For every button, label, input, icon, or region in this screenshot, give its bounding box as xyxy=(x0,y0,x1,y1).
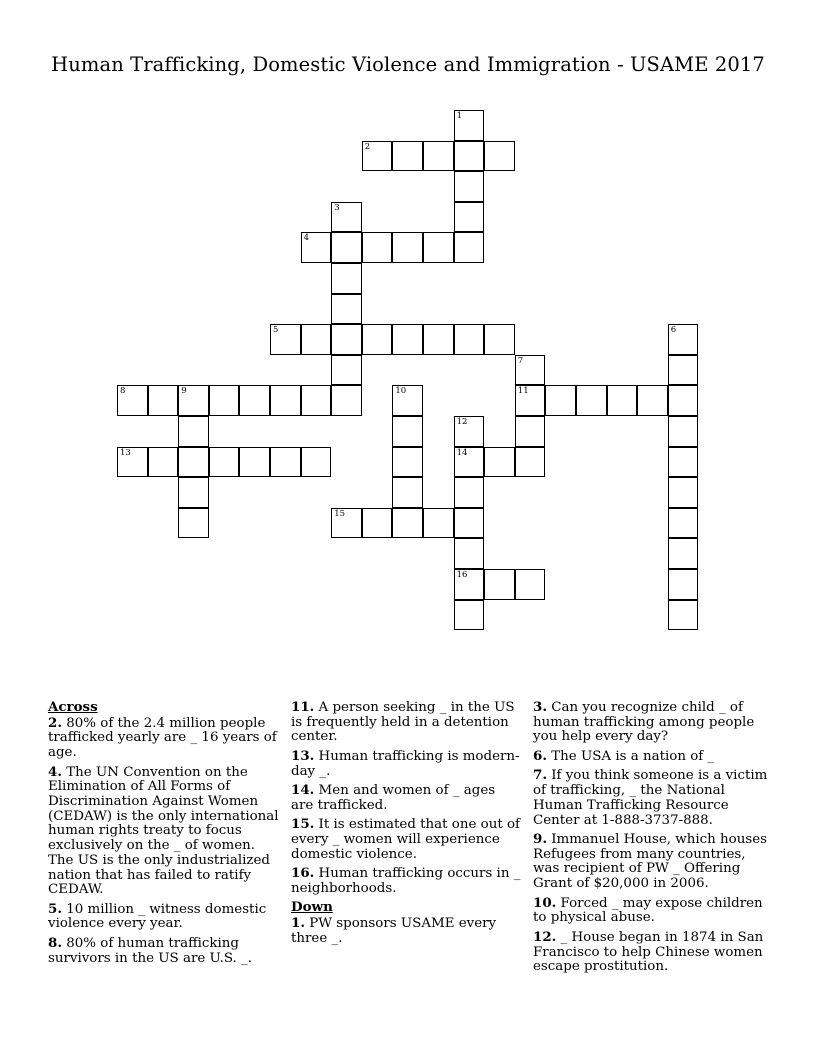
crossword-cell[interactable] xyxy=(454,110,485,141)
crossword-cell[interactable] xyxy=(484,141,515,172)
crossword-cell[interactable] xyxy=(454,569,485,600)
clue-across-16: 16. Human trafficking occurs in _ neighborhoods. xyxy=(291,865,521,896)
clue-across-13: 13. Human trafficking is modern-day _. xyxy=(291,747,520,779)
crossword-cell[interactable] xyxy=(331,355,362,386)
page-title: Human Trafficking, Domestic Violence and Immigration - USAME 2017 xyxy=(51,53,765,76)
crossword-cell[interactable] xyxy=(515,569,546,600)
crossword-cell[interactable] xyxy=(668,477,699,508)
crossword-cell[interactable] xyxy=(515,355,546,386)
crossword-cell[interactable] xyxy=(178,477,209,508)
crossword-cell[interactable] xyxy=(209,385,240,416)
cell-number: 14 xyxy=(456,447,468,458)
cell-number: 6 xyxy=(670,325,677,336)
crossword-cell[interactable] xyxy=(515,416,546,447)
crossword-cell[interactable] xyxy=(178,508,209,539)
clues-column-3 xyxy=(533,700,769,979)
clue-down-7: 7. If you think someone is a victim of trafficking, _ the National Human Trafficking Resource Center at 1-888-3737-888. xyxy=(533,767,768,828)
clue-down-12: 12. _ House began in 1874 in San Francisco to help Chinese women escape prostitution. xyxy=(533,928,764,975)
crossword-cell[interactable] xyxy=(454,171,485,202)
clue-across-2: 2. 80% of the 2.4 million people trafficked yearly are _ 16 years of age. xyxy=(48,714,277,761)
crossword-cell[interactable] xyxy=(454,477,485,508)
crossword-cell[interactable] xyxy=(362,141,393,172)
crossword-cell[interactable] xyxy=(331,263,362,294)
crossword-cell[interactable] xyxy=(515,447,546,478)
crossword-cell[interactable] xyxy=(331,508,362,539)
crossword-cell[interactable] xyxy=(454,600,485,631)
crossword-cell[interactable] xyxy=(545,385,576,416)
crossword-cell[interactable] xyxy=(454,232,485,263)
crossword-cell[interactable] xyxy=(178,385,209,416)
cell-number: 9 xyxy=(181,386,187,397)
crossword-cell[interactable] xyxy=(484,569,515,600)
crossword-cell[interactable] xyxy=(239,385,270,416)
cell-number: 5 xyxy=(273,325,279,336)
across-heading: Across xyxy=(48,699,98,715)
crossword-cell[interactable] xyxy=(392,447,423,478)
crossword-cell[interactable] xyxy=(668,447,699,478)
crossword-cell[interactable] xyxy=(331,385,362,416)
crossword-cell[interactable] xyxy=(454,447,485,478)
crossword-cell[interactable] xyxy=(117,385,148,416)
clue-down-1: 1. PW sponsors USAME every three _. xyxy=(291,915,497,946)
crossword-cell[interactable] xyxy=(331,202,362,233)
clue-down-6: 6. The USA is a nation of _ xyxy=(533,747,715,764)
crossword-cell[interactable] xyxy=(392,477,423,508)
cell-number: 4 xyxy=(303,233,310,244)
cell-number: 11 xyxy=(517,386,529,397)
clues-column-1 xyxy=(48,700,280,970)
cell-number: 13 xyxy=(120,447,131,458)
crossword-cell[interactable] xyxy=(392,141,423,172)
crossword-cell[interactable] xyxy=(301,232,332,263)
crossword-cell[interactable] xyxy=(331,324,362,355)
crossword-cell[interactable] xyxy=(484,324,515,355)
crossword-cell[interactable] xyxy=(301,447,332,478)
clue-down-9: 9. Immanuel House, which houses Refugees from many countries, was recipient of PW _ Offering Grant of $20,000 in 2006. xyxy=(533,831,768,892)
crossword-cell[interactable] xyxy=(423,141,454,172)
cell-number: 3 xyxy=(334,202,340,213)
crossword-cell[interactable] xyxy=(178,416,209,447)
clue-across-14: 14. Men and women of _ ages are trafficked. xyxy=(291,782,496,813)
crossword-cell[interactable] xyxy=(668,355,699,386)
clue-down-10: 10. Forced _ may expose children to physical abuse. xyxy=(533,894,763,926)
crossword-cell[interactable] xyxy=(637,385,668,416)
crossword-cell[interactable] xyxy=(362,324,393,355)
crossword-cell[interactable] xyxy=(668,416,699,447)
crossword-cell[interactable] xyxy=(392,324,423,355)
crossword-cell[interactable] xyxy=(270,385,301,416)
crossword-cell[interactable] xyxy=(607,385,638,416)
crossword-cell[interactable] xyxy=(301,385,332,416)
crossword-cell[interactable] xyxy=(454,508,485,539)
crossword-cell[interactable] xyxy=(392,416,423,447)
clue-across-11: 11. A person seeking _ in the US is frequently held in a detention center. xyxy=(291,699,515,745)
clue-across-4: 4. The UN Convention on the Elimination of All Forms of Discrimination Against Women (CEDAW) is the only international human rights treaty to focus exclusively on the _ of women. The US is the only industrialized nation that has failed to ratify CEDAW. xyxy=(48,763,279,898)
cell-number: 15 xyxy=(334,508,346,519)
cell-number: 7 xyxy=(517,355,524,366)
crossword-cell[interactable] xyxy=(454,141,485,172)
crossword-cell[interactable] xyxy=(454,202,485,233)
cell-number: 1 xyxy=(456,111,463,121)
crossword-cell[interactable] xyxy=(270,324,301,355)
crossword-cell[interactable] xyxy=(148,385,179,416)
cell-number: 2 xyxy=(364,141,371,152)
down-heading: Down xyxy=(291,899,333,916)
crossword-cell[interactable] xyxy=(331,294,362,325)
clue-down-3: 3. Can you recognize child _ of human trafficking among people you help every day? xyxy=(533,699,755,745)
crossword-cell[interactable] xyxy=(423,324,454,355)
crossword-cell[interactable] xyxy=(576,385,607,416)
crossword-cell[interactable] xyxy=(148,447,179,478)
clues-column-2 xyxy=(291,700,521,950)
crossword-cell[interactable] xyxy=(668,324,699,355)
crossword-cell[interactable] xyxy=(178,447,209,478)
cell-number: 16 xyxy=(456,570,468,580)
cell-number: 10 xyxy=(395,386,407,397)
crossword-cell[interactable] xyxy=(270,447,301,478)
crossword-cell[interactable] xyxy=(454,538,485,569)
crossword-cell[interactable] xyxy=(392,232,423,263)
clue-across-8: 8. 80% of human trafficking survivors in the US are U.S. _. xyxy=(48,934,253,966)
cell-number: 8 xyxy=(120,386,126,397)
clue-across-15: 15. It is estimated that one out of every _ women will experience domestic violence. xyxy=(291,816,521,862)
crossword-cell[interactable] xyxy=(209,447,240,478)
crossword-cell[interactable] xyxy=(239,447,270,478)
clue-across-5: 5. 10 million _ witness domestic violence every year. xyxy=(48,900,267,932)
crossword-cell[interactable] xyxy=(484,447,515,478)
crossword-cell[interactable] xyxy=(392,385,423,416)
crossword-cell[interactable] xyxy=(117,447,148,478)
crossword-cell[interactable] xyxy=(668,508,699,539)
crossword-cell[interactable] xyxy=(362,508,393,539)
crossword-cell[interactable] xyxy=(362,232,393,263)
crossword-cell[interactable] xyxy=(331,232,362,263)
crossword-cell[interactable] xyxy=(423,508,454,539)
crossword-cell[interactable] xyxy=(668,600,699,631)
cell-number: 12 xyxy=(456,417,468,427)
crossword-cell[interactable] xyxy=(423,232,454,263)
crossword-cell[interactable] xyxy=(301,324,332,355)
crossword-cell[interactable] xyxy=(668,569,699,600)
crossword-cell[interactable] xyxy=(515,385,546,416)
crossword-cell[interactable] xyxy=(392,508,423,539)
crossword-cell[interactable] xyxy=(454,416,485,447)
crossword-cell[interactable] xyxy=(668,538,699,569)
crossword-cell[interactable] xyxy=(668,385,699,416)
crossword-cell[interactable] xyxy=(454,324,485,355)
